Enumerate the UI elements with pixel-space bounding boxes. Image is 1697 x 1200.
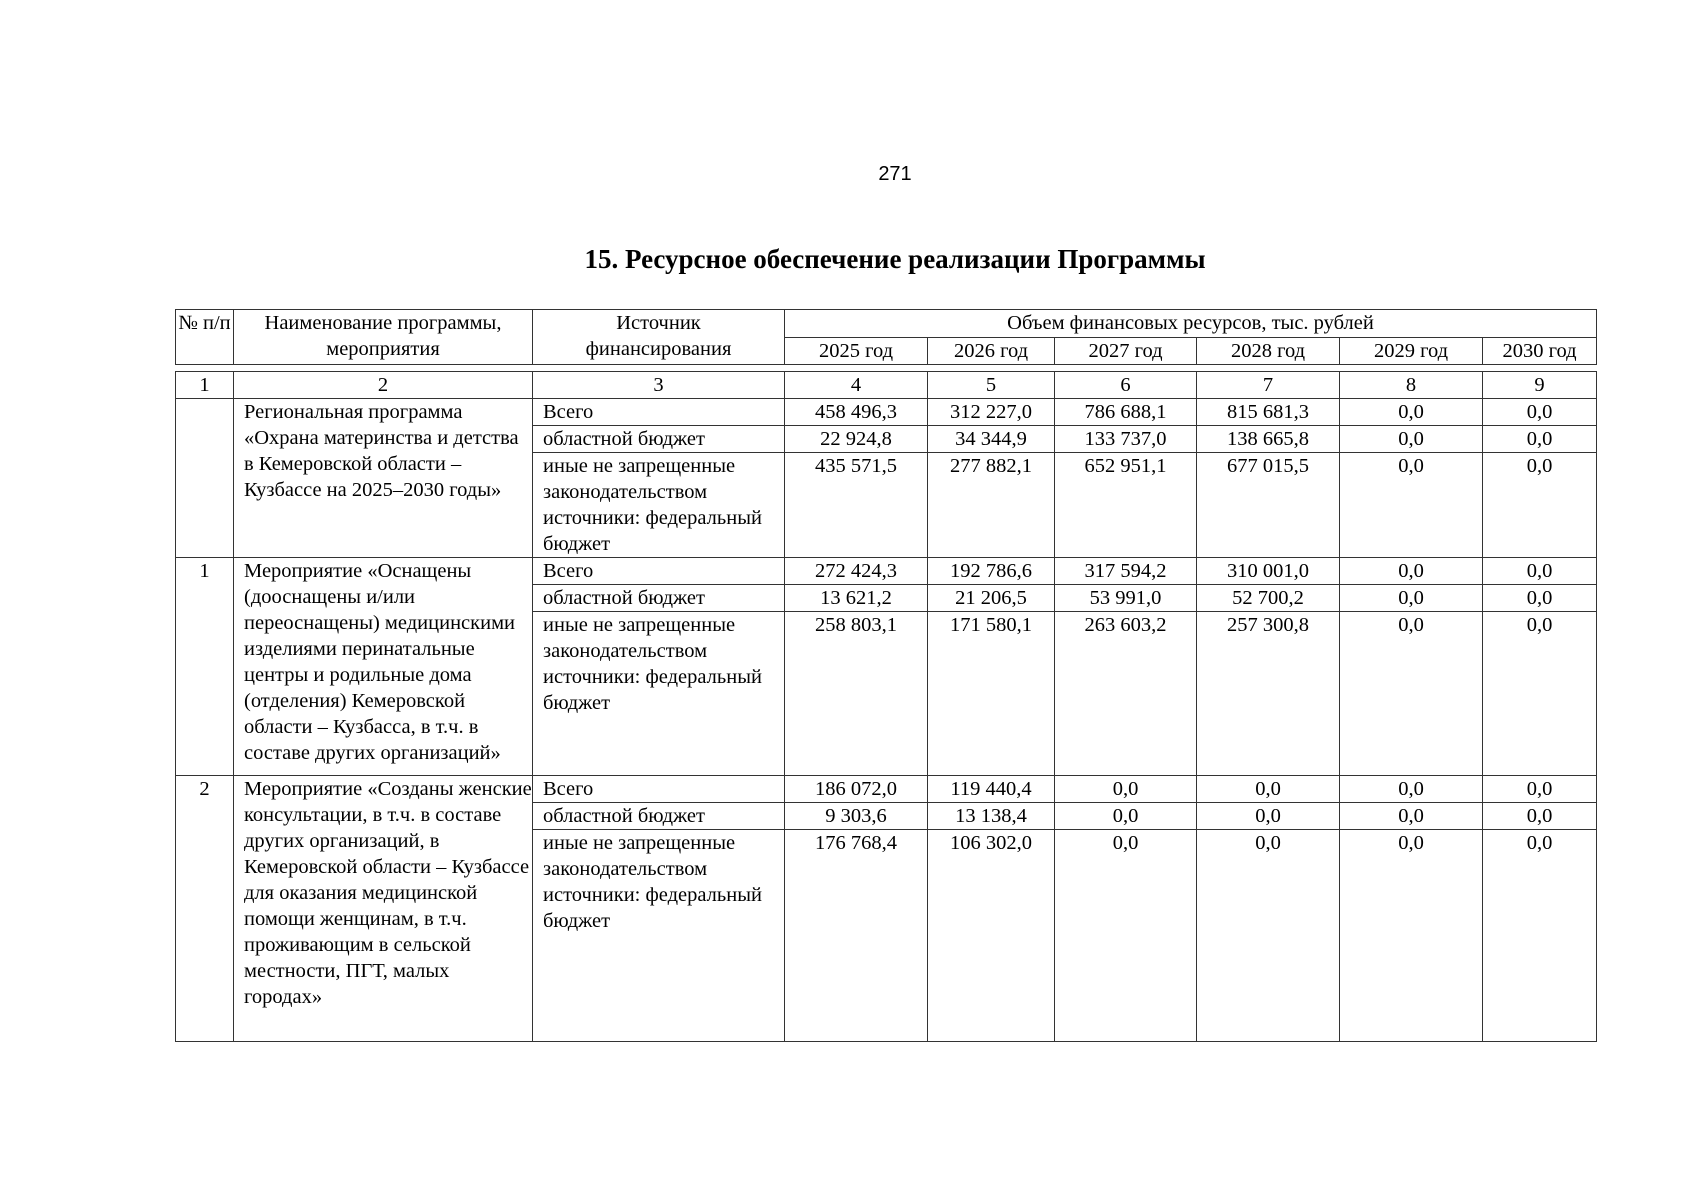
table-row (176, 558, 1597, 585)
amount-cell: 0,0 (1340, 803, 1483, 830)
amount-cell: 0,0 (1483, 399, 1597, 426)
program-name: Региональная программа «Охрана материнства и детства в Кемеровской области – Кузбассе на 2025–2030 годы» (234, 399, 533, 558)
amount-cell: 0,0 (1483, 776, 1597, 803)
amount-cell: 652 951,1 (1055, 453, 1197, 558)
amount-cell: 277 882,1 (928, 453, 1055, 558)
funding-source: иные не запрещенные законодательством источники: федеральный бюджет (533, 830, 785, 1042)
header-year: 2027 год (1055, 338, 1197, 365)
amount-cell: 192 786,6 (928, 558, 1055, 585)
header-volume: Объем финансовых ресурсов, тыс. рублей (785, 310, 1597, 338)
column-number: 9 (1483, 372, 1597, 399)
funding-source: областной бюджет (533, 585, 785, 612)
header-year: 2025 год (785, 338, 928, 365)
resource-table (175, 371, 1597, 1042)
amount-cell: 186 072,0 (785, 776, 928, 803)
table-row (176, 399, 1597, 426)
amount-cell: 13 621,2 (785, 585, 928, 612)
amount-cell: 138 665,8 (1197, 426, 1340, 453)
amount-cell: 786 688,1 (1055, 399, 1197, 426)
column-number: 1 (176, 372, 234, 399)
amount-cell: 0,0 (1340, 585, 1483, 612)
header-year: 2030 год (1483, 338, 1597, 365)
amount-cell: 53 991,0 (1055, 585, 1197, 612)
amount-cell: 0,0 (1197, 803, 1340, 830)
table-body (176, 372, 1597, 1042)
header-year: 2026 год (928, 338, 1055, 365)
amount-cell: 0,0 (1340, 612, 1483, 776)
amount-cell: 310 001,0 (1197, 558, 1340, 585)
table-row (176, 776, 1597, 803)
column-number-row (176, 372, 1597, 399)
table-header (175, 309, 1597, 365)
amount-cell: 0,0 (1483, 612, 1597, 776)
amount-cell: 0,0 (1483, 803, 1597, 830)
amount-cell: 0,0 (1483, 830, 1597, 1042)
amount-cell: 176 768,4 (785, 830, 928, 1042)
amount-cell: 257 300,8 (1197, 612, 1340, 776)
amount-cell: 22 924,8 (785, 426, 928, 453)
funding-source: Всего (533, 776, 785, 803)
amount-cell: 9 303,6 (785, 803, 928, 830)
funding-source: областной бюджет (533, 803, 785, 830)
funding-source: областной бюджет (533, 426, 785, 453)
amount-cell: 13 138,4 (928, 803, 1055, 830)
amount-cell: 815 681,3 (1197, 399, 1340, 426)
column-number: 8 (1340, 372, 1483, 399)
amount-cell: 317 594,2 (1055, 558, 1197, 585)
funding-source: Всего (533, 558, 785, 585)
amount-cell: 0,0 (1055, 776, 1197, 803)
amount-cell: 0,0 (1483, 585, 1597, 612)
amount-cell: 0,0 (1055, 830, 1197, 1042)
program-name: Мероприятие «Оснащены (дооснащены и/или переоснащены) медицинскими изделиями перинатальные центры и родильные дома (отделения) Кемеровской области – Кузбасса, в т.ч. в составе других организаций» (234, 558, 533, 776)
page-number: 271 (878, 163, 912, 185)
amount-cell: 0,0 (1340, 830, 1483, 1042)
amount-cell: 0,0 (1340, 776, 1483, 803)
amount-cell: 133 737,0 (1055, 426, 1197, 453)
amount-cell: 435 571,5 (785, 453, 928, 558)
document-title: 15. Ресурсное обеспечение реализации Программы (584, 244, 1206, 274)
funding-source: Всего (533, 399, 785, 426)
amount-cell: 119 440,4 (928, 776, 1055, 803)
column-number: 5 (928, 372, 1055, 399)
header-name: Наименование программы, мероприятия (234, 310, 533, 365)
column-number: 6 (1055, 372, 1197, 399)
amount-cell: 258 803,1 (785, 612, 928, 776)
amount-cell: 0,0 (1483, 558, 1597, 585)
amount-cell: 263 603,2 (1055, 612, 1197, 776)
amount-cell: 0,0 (1340, 558, 1483, 585)
column-number: 3 (533, 372, 785, 399)
amount-cell: 34 344,9 (928, 426, 1055, 453)
amount-cell: 171 580,1 (928, 612, 1055, 776)
column-number: 4 (785, 372, 928, 399)
funding-source: иные не запрещенные законодательством источники: федеральный бюджет (533, 453, 785, 558)
amount-cell: 0,0 (1197, 830, 1340, 1042)
header-year: 2029 год (1340, 338, 1483, 365)
header-no: № п/п (176, 310, 234, 365)
amount-cell: 272 424,3 (785, 558, 928, 585)
header-source: Источник финансирования (533, 310, 785, 365)
column-number: 7 (1197, 372, 1340, 399)
amount-cell: 21 206,5 (928, 585, 1055, 612)
amount-cell: 0,0 (1483, 453, 1597, 558)
header-year: 2028 год (1197, 338, 1340, 365)
amount-cell: 0,0 (1197, 776, 1340, 803)
amount-cell: 0,0 (1340, 399, 1483, 426)
row-number: 1 (176, 558, 234, 776)
amount-cell: 677 015,5 (1197, 453, 1340, 558)
amount-cell: 0,0 (1055, 803, 1197, 830)
column-number: 2 (234, 372, 533, 399)
funding-source: иные не запрещенные законодательством источники: федеральный бюджет (533, 612, 785, 776)
amount-cell: 0,0 (1340, 426, 1483, 453)
amount-cell: 106 302,0 (928, 830, 1055, 1042)
amount-cell: 312 227,0 (928, 399, 1055, 426)
row-number (176, 399, 234, 558)
amount-cell: 52 700,2 (1197, 585, 1340, 612)
amount-cell: 458 496,3 (785, 399, 928, 426)
amount-cell: 0,0 (1340, 453, 1483, 558)
amount-cell: 0,0 (1483, 426, 1597, 453)
row-number: 2 (176, 776, 234, 1042)
program-name: Мероприятие «Созданы женские консультации, в т.ч. в составе других организаций, в Кемеровской области – Кузбассе для оказания медицинской помощи женщинам, в т.ч. проживающим в сельской местности, ПГТ, малых городах» (234, 776, 533, 1042)
